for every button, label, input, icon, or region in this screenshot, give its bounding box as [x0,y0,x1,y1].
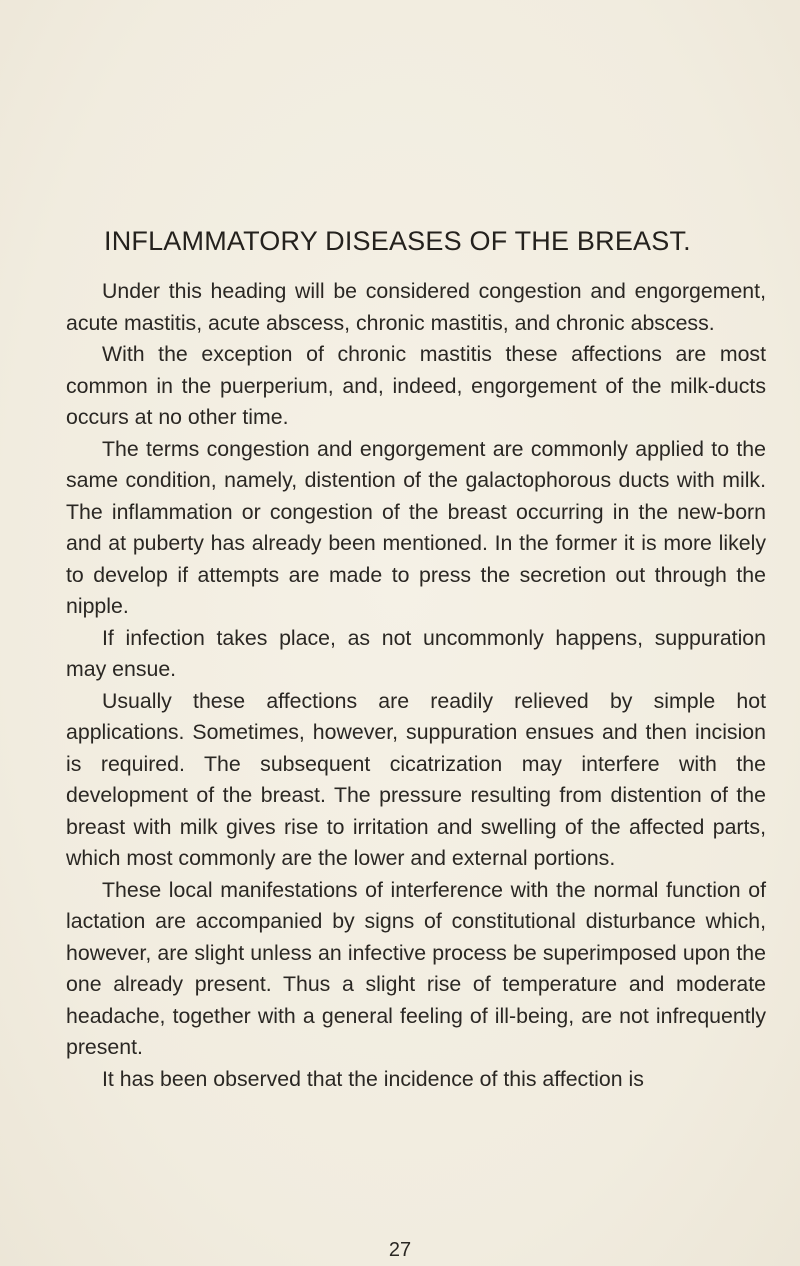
paragraph: If infection takes place, as not uncommonly happens, suppuration may ensue. [66,625,766,681]
paragraph: Usually these affections are readily relieved by simple hot applications. Sometimes, however, suppuration ensues and then incision is required. The subsequent cicatrization may interfere with the development of the breast. The pressure resulting from distention of the breast with milk gives rise to irritation and swelling of the affected parts, which most commonly are the lower and external portions. [66,688,766,870]
paragraph: With the exception of chronic mastitis these affections are most common in the puerperium, and, indeed, engorgement of the milk-ducts occurs at no other time. [66,342,766,429]
paragraph: It has been observed that the incidence of this affection is [102,1066,644,1091]
page-number: 27 [388,1239,412,1261]
paragraph: The terms congestion and engorgement are commonly applied to the same condition, namely, distention of the galactophorous ducts with milk. The inflammation or congestion of the breast occurring in the new-born and at puberty has already been mentioned. In the former it is more likely to develop if attempts are made to press the secretion out through the nipple. [66,436,766,618]
body-text [66,276,766,1095]
chapter-title: INFLAMMATORY DISEASES OF THE BREAST. [104,226,691,256]
paragraph: These local manifestations of interference with the normal function of lactation are accompanied by signs of constitutional disturbance which, however, are slight unless an infective process be superimposed upon the one already present. Thus a slight rise of temperature and moderate headache, together with a general feeling of ill-being, are not infrequently present. [66,877,766,1059]
paragraph: Under this heading will be considered congestion and engorgement, acute mastitis, acute abscess, chronic mastitis, and chronic abscess. [66,279,766,335]
